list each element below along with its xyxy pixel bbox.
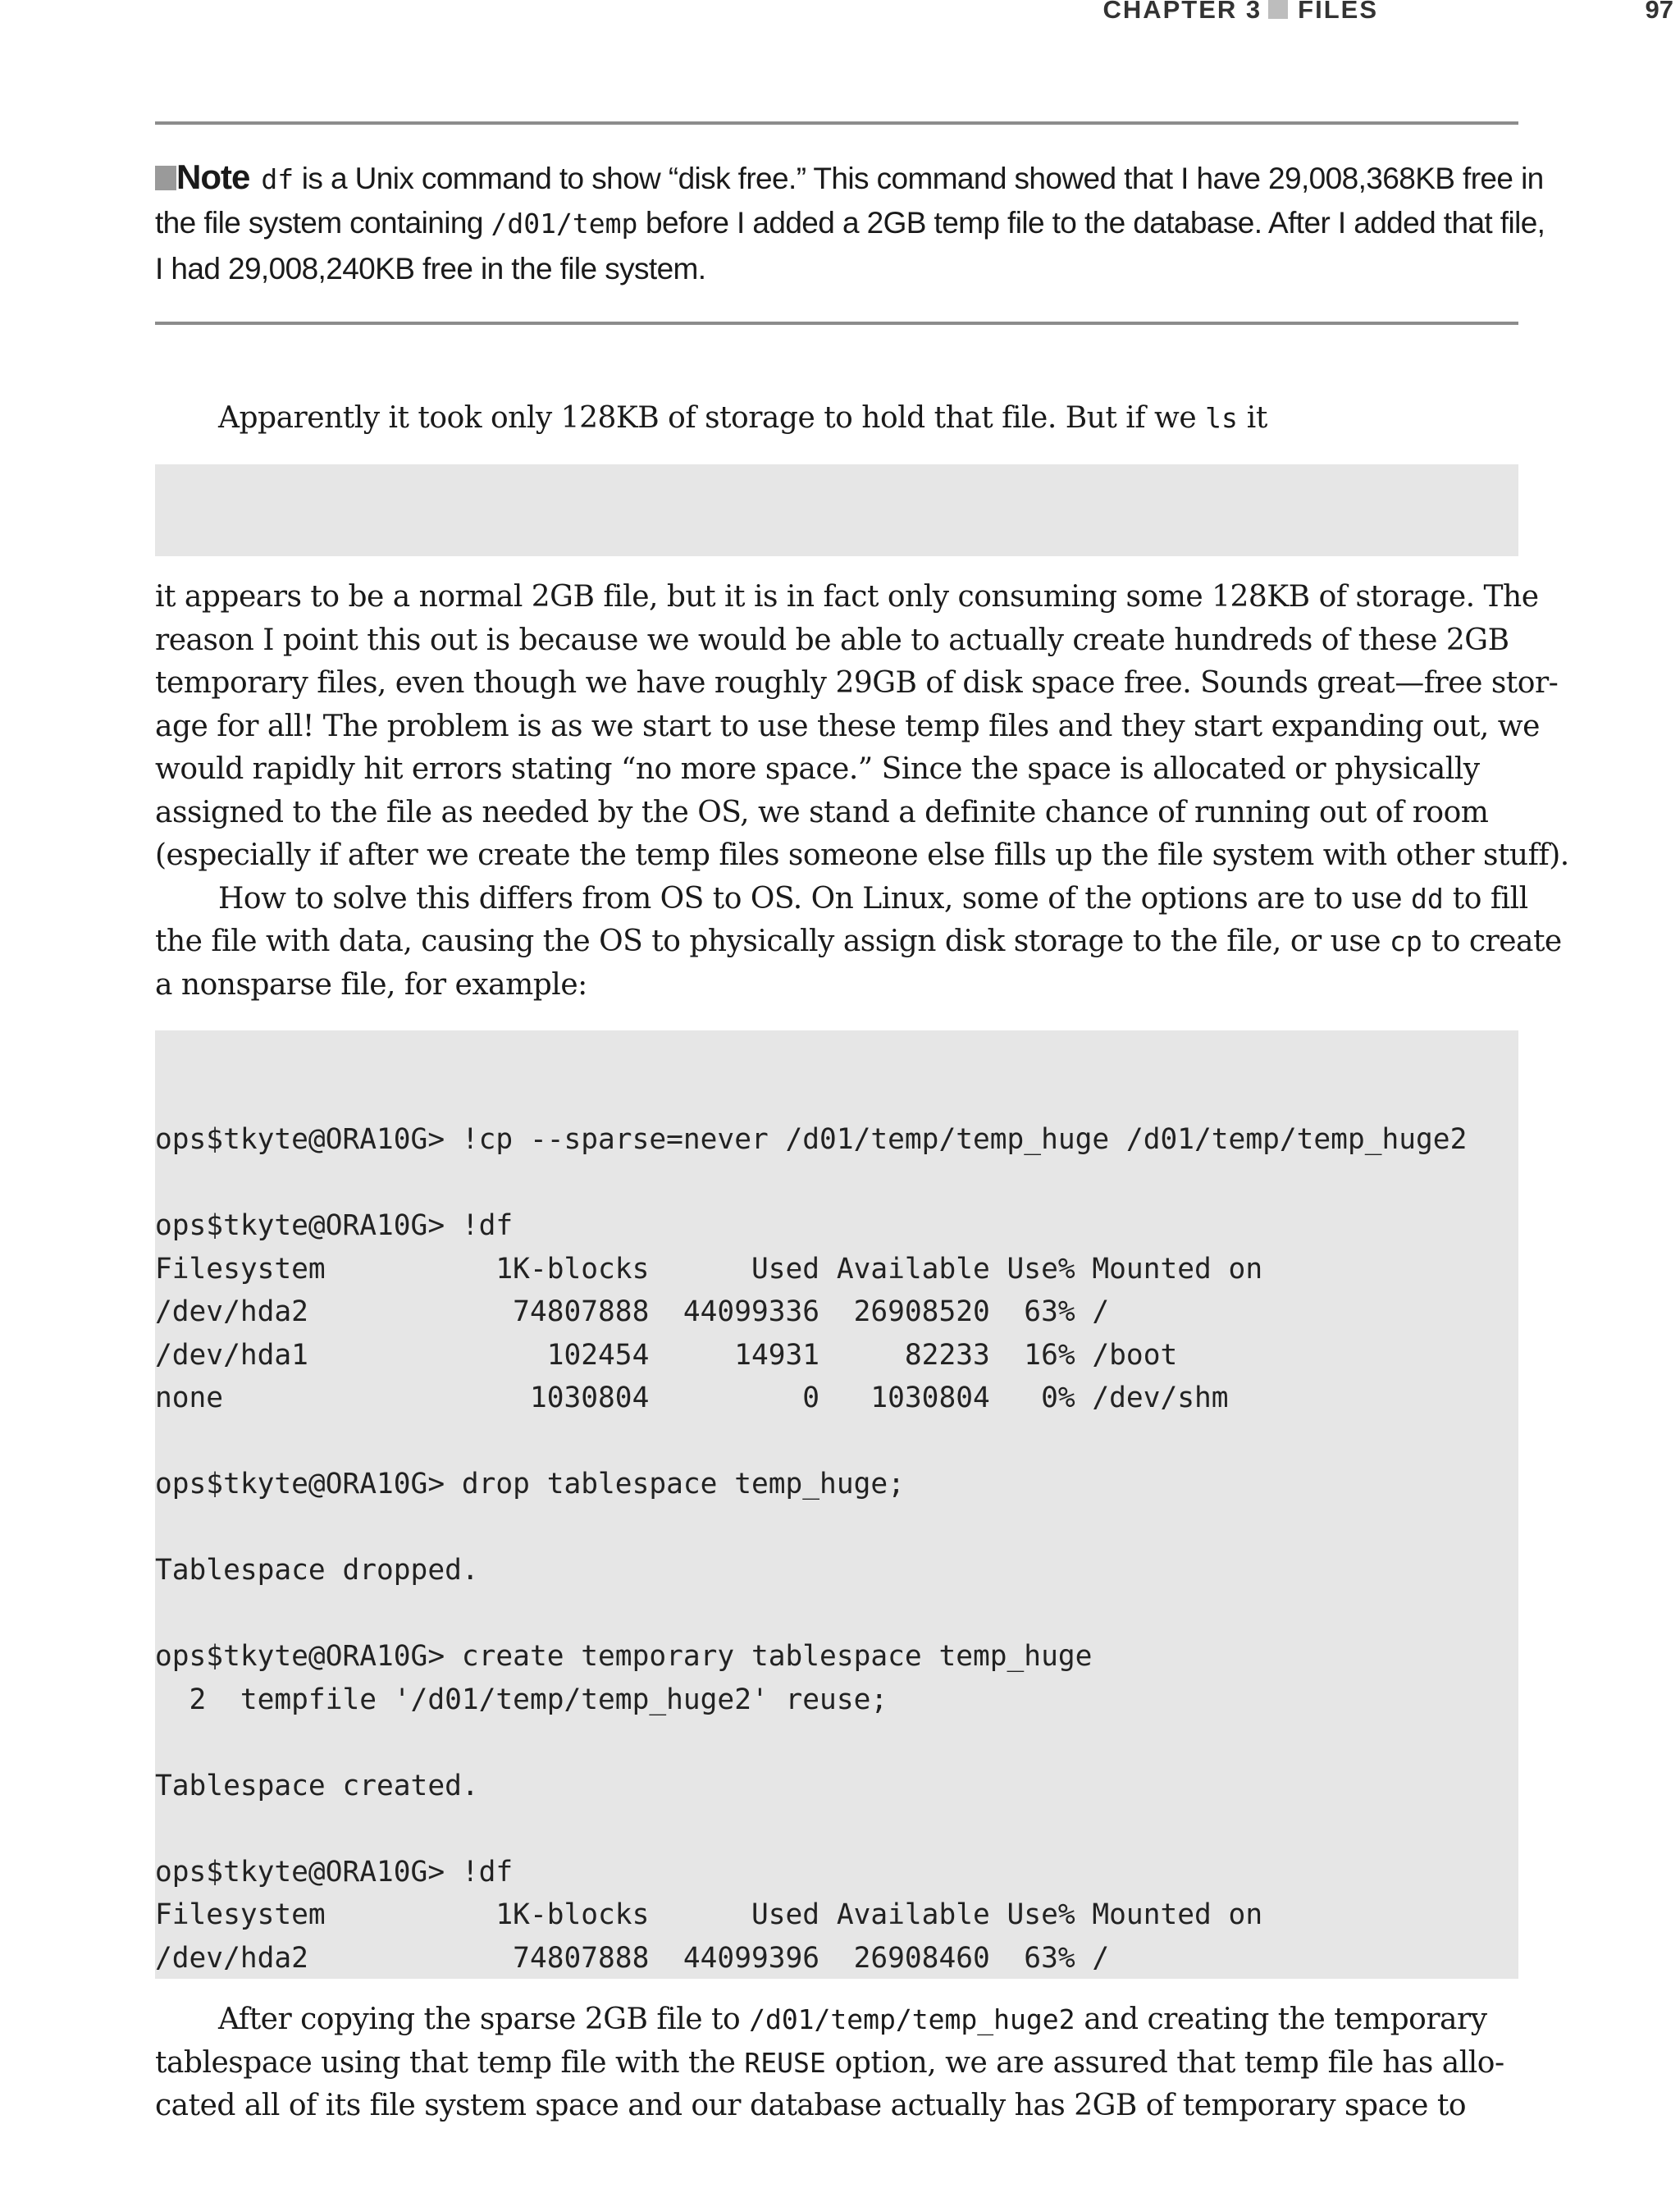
paragraph-2: [155, 576, 1569, 878]
text-line: [155, 2042, 1518, 2085]
text-line: [155, 706, 1540, 749]
section-label: FILES: [1298, 0, 1378, 24]
code-line: ops$tkyte@ORA10G> !cp --sparse=never /d01/temp/temp_huge /d01/temp/temp_huge2: [155, 1123, 1468, 1156]
code-line: none 1030804 0 1030804 0% /dev/shm: [155, 1382, 1229, 1414]
text-run: it appears to be a normal 2GB file, but it is in fact only consuming some 128KB of storage. The: [155, 580, 1539, 614]
page-number: 97: [1645, 0, 1673, 24]
code-line: [155, 1506, 1518, 1550]
inline-code: df: [261, 163, 294, 195]
code-line: /dev/hda2 74807888 44099336 26908520 63% /: [155, 1295, 1110, 1328]
text-line: [155, 662, 1559, 706]
running-header: [0, 0, 1680, 28]
note-square-icon: [155, 166, 176, 190]
text-line: [155, 200, 1545, 246]
text-run: temporary files, even though we have roughly 29GB of disk space free. Sounds great—free stor-: [155, 666, 1559, 700]
text-line: [155, 576, 1539, 619]
text-run: age for all! The problem is as we start to use these temp files and they start expanding out, we: [155, 709, 1540, 743]
text-line: [155, 1998, 1518, 2042]
text-line: [155, 619, 1518, 663]
code-line: [155, 1420, 1518, 1464]
code-line: Filesystem 1K-blocks Used Available Use% Mounted on: [155, 1252, 1263, 1286]
note-box: [155, 154, 1545, 292]
code-line: 2 tempfile '/d01/temp/temp_huge2' reuse;: [155, 1683, 888, 1716]
text-run: Apparently it took only 128KB of storage to hold that file. But if we: [218, 401, 1206, 435]
text-run: How to solve this differs from OS to OS. On Linux, some of the options are to use: [218, 881, 1412, 916]
text-line: [155, 920, 1562, 964]
text-run: option, we are assured that temp file has allo-: [825, 2045, 1504, 2080]
inline-code: dd: [1411, 882, 1444, 915]
code-block-ls: [155, 464, 1518, 556]
text-run: (especially if after we create the temp files someone else fills up the file system with other stuff).: [155, 838, 1569, 872]
code-line: ops$tkyte@ORA10G> !df: [155, 1855, 514, 1889]
code-line: [155, 552, 1518, 556]
chapter-label: CHAPTER 3: [1102, 0, 1262, 24]
text-run: before I added a 2GB temp file to the database. After I added that file,: [637, 206, 1545, 240]
code-line: /dev/hda2 74807888 44099396 26908460 63% /: [155, 1941, 1110, 1975]
inline-code: ls: [1205, 402, 1238, 434]
code-line: ops$tkyte@ORA10G> drop tablespace temp_huge;: [155, 1468, 905, 1500]
inline-code: /d01/temp: [491, 208, 638, 240]
code-line: /dev/hda1 102454 14931 82233 16% /boot: [155, 1338, 1178, 1372]
code-line: [155, 1807, 1518, 1851]
text-run: a nonsparse file, for example:: [155, 967, 587, 1002]
inline-code: cp: [1390, 925, 1422, 957]
paragraph-1: [155, 397, 1518, 441]
text-line: [155, 792, 1518, 835]
code-line: ops$tkyte@ORA10G> !df: [155, 1209, 514, 1242]
code-line: Tablespace dropped.: [155, 1554, 479, 1587]
text-line: [155, 2085, 1518, 2128]
paragraph-3: [155, 878, 1562, 1007]
text-line: [155, 246, 1518, 292]
inline-code: /d01/temp/temp_huge2: [749, 2003, 1075, 2035]
text-line: [155, 878, 1528, 921]
note-bottom-rule: [155, 322, 1518, 325]
text-line: [155, 834, 1569, 878]
text-line: [155, 397, 1518, 441]
text-line: [155, 748, 1518, 792]
text-run: the file system containing: [155, 206, 491, 240]
text-run: to create: [1422, 925, 1562, 958]
text-run: cated all of its file system space and our database actually has 2GB of temporary space to: [155, 2089, 1467, 2122]
code-line: Tablespace created.: [155, 1769, 479, 1802]
text-run: I had 29,008,240KB free in the file system.: [155, 252, 706, 285]
code-block-df: [155, 1030, 1518, 1979]
text-run: reason I point this out is because we would be able to actually create hundreds of these 2GB: [155, 623, 1509, 657]
code-line: [155, 1592, 1518, 1636]
chapter-title: [1102, 0, 1378, 25]
text-line: [155, 964, 1518, 1007]
text-run: is a Unix command to show “disk free.” This command showed that I have 29,008,368KB free in: [294, 162, 1544, 195]
text-run: the file with data, causing the OS to physically assign disk storage to the file, or use: [155, 925, 1390, 958]
inline-code: REUSE: [744, 2046, 826, 2079]
code-line: [155, 1721, 1518, 1765]
text-run: After copying the sparse 2GB file to: [218, 2003, 750, 2036]
text-run: tablespace using that temp file with the: [155, 2045, 745, 2080]
text-run: and creating the temporary: [1075, 2003, 1487, 2036]
code-line: [155, 1162, 1518, 1205]
paragraph-4: [155, 1998, 1518, 2128]
code-line: Filesystem 1K-blocks Used Available Use% Mounted on: [155, 1898, 1263, 1931]
text-run: would rapidly hit errors stating “no more space.” Since the space is allocated or physically: [155, 752, 1480, 786]
note-top-rule: [155, 121, 1518, 125]
text-run: to fill: [1443, 881, 1528, 916]
code-line: ops$tkyte@ORA10G> create temporary tablespace temp_huge: [155, 1640, 1093, 1673]
text-run: assigned to the file as needed by the OS, we stand a definite chance of running out of room: [155, 795, 1489, 829]
text-line: [155, 154, 1544, 200]
text-run: it: [1237, 401, 1267, 435]
note-text: [155, 154, 1545, 292]
header-square-icon: [1268, 0, 1288, 19]
note-label: Note: [176, 158, 250, 196]
